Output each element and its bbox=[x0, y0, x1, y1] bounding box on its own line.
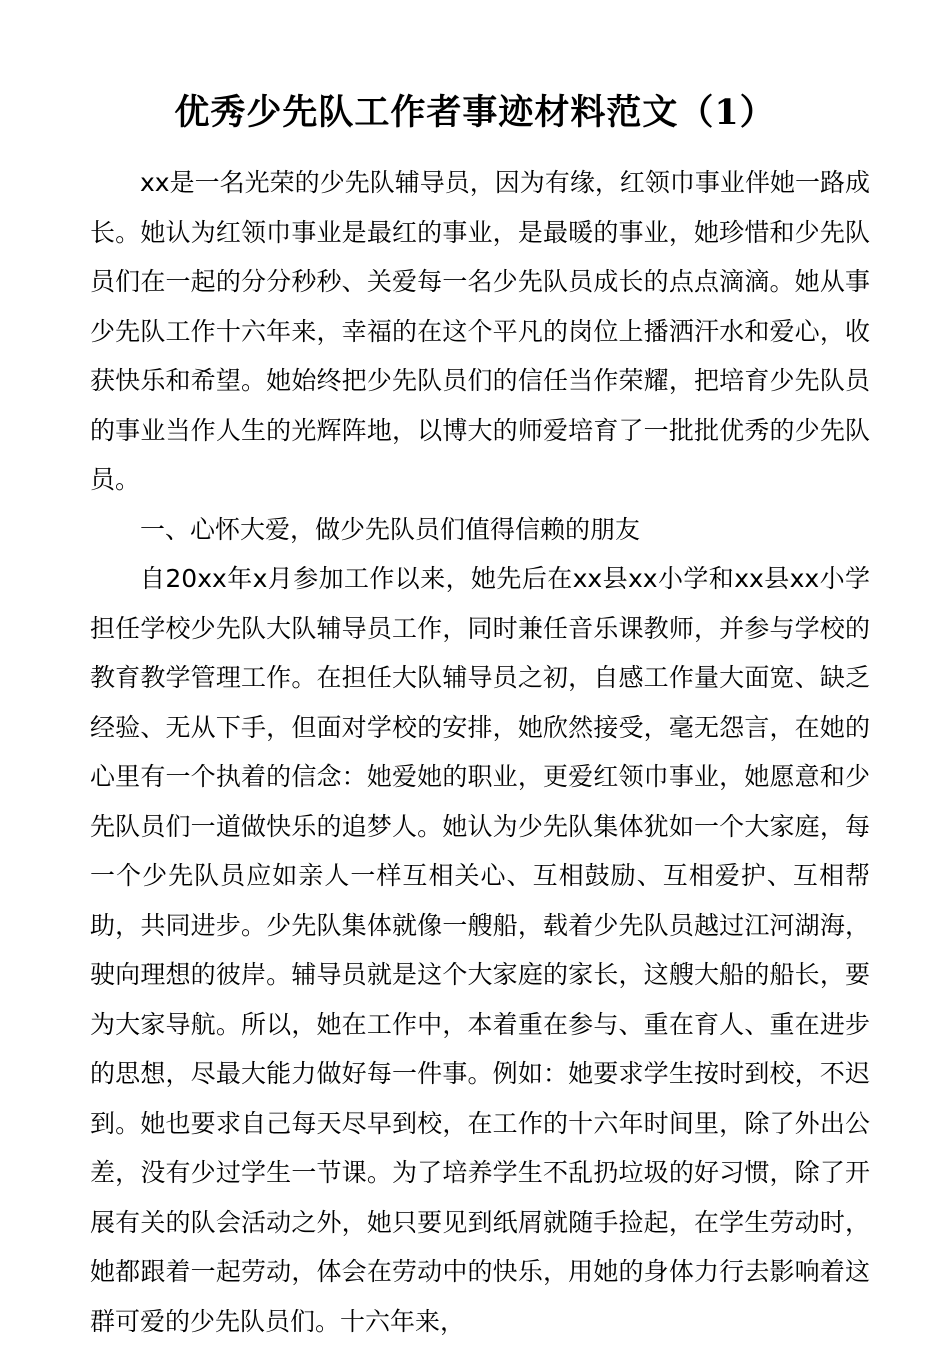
document-body bbox=[90, 158, 870, 1346]
document-title: 优秀少先队工作者事迹材料范文（1） bbox=[174, 92, 776, 133]
section-heading-1: 一、心怀大爱，做少先队员们值得信赖的朋友 bbox=[140, 514, 641, 544]
paragraph-intro: xx是一名光荣的少先队辅导员，因为有缘，红领巾事业伴她一路成长。她认为红领巾事业是最红的事业，是最暖的事业，她珍惜和少先队员们在一起的分分秒秒、关爱每一名少先队员成长的点点滴滴。她从事少先队工作十六年来，幸福的在这个平凡的岗位上播洒汗水和爱心，收获快乐和希望。她始终把少先队员们的信任当作荣耀，把培育少先队员的事业当作人生的光辉阵地，以博大的师爱培育了一批批优秀的少先队员。 bbox=[90, 168, 870, 494]
paragraph-section-1: 自20xx年x月参加工作以来，她先后在xx县xx小学和xx县xx小学担任学校少先队大队辅导员工作，同时兼任音乐课教师，并参与学校的教育教学管理工作。在担任大队辅导员之初，自感工作量大面宽、缺乏经验、无从下手，但面对学校的安排，她欣然接受，毫无怨言，在她的心里有一个执着的信念：她爱她的职业，更爱红领巾事业，她愿意和少先队员们一道做快乐的追梦人。她认为少先队集体犹如一个大家庭，每一个少先队员应如亲人一样互相关心、互相鼓励、互相爱护、互相帮助，共同进步。少先队集体就像一艘船，载着少先队员越过江河湖海，驶向理想的彼岸。辅导员就是这个大家庭的家长，这艘大船的船长，要为大家导航。所以，她在工作中，本着重在参与、重在育人、重在进步的思想，尽最大能力做好每一件事。例如：她要求学生按时到校，不迟到。她也要求自己每天尽早到校，在工作的十六年时间里，除了外出公差，没有少过学生一节课。为了培养学生不乱扔垃圾的好习惯，除了开展有关的队会活动之外，她只要见到纸屑就随手捡起，在学生劳动时，她都跟着一起劳动，体会在劳动中的快乐，用她的身体力行去影响着这群可爱的少先队员们。十六年来， bbox=[90, 564, 870, 1336]
